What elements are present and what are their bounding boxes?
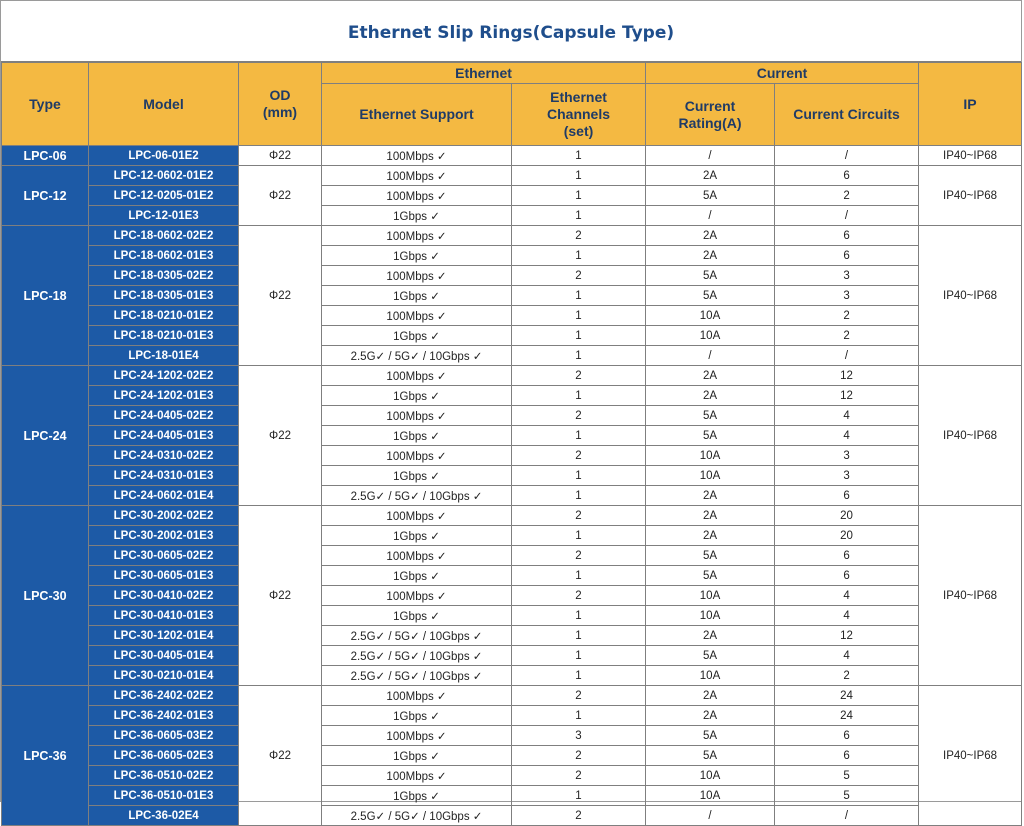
model-cell: LPC-30-0410-02E2: [89, 586, 239, 606]
ethernet-support-cell: 100Mbps ✓: [322, 506, 512, 526]
model-cell: LPC-24-0310-02E2: [89, 446, 239, 466]
model-cell: LPC-24-0602-01E4: [89, 486, 239, 506]
model-cell: LPC-12-0205-01E2: [89, 186, 239, 206]
ip-cell: IP40~IP68: [919, 366, 1022, 506]
ethernet-support-cell: 2.5G✓ / 5G✓ / 10Gbps ✓: [322, 806, 512, 826]
ethernet-support-cell: 100Mbps ✓: [322, 586, 512, 606]
ethernet-support-cell: 100Mbps ✓: [322, 686, 512, 706]
current-rating-cell: /: [646, 346, 775, 366]
ethernet-support-cell: 100Mbps ✓: [322, 366, 512, 386]
current-circuits-cell: 3: [775, 266, 919, 286]
ethernet-channels-cell: 2: [512, 806, 646, 826]
current-rating-cell: 5A: [646, 186, 775, 206]
current-rating-cell: 10A: [646, 306, 775, 326]
header-type: Type: [2, 63, 89, 146]
table-row: [2, 706, 1022, 726]
table-row: [2, 546, 1022, 566]
ethernet-channels-cell: 1: [512, 466, 646, 486]
current-circuits-cell: 20: [775, 526, 919, 546]
model-cell: LPC-30-0605-01E3: [89, 566, 239, 586]
table-row: [2, 726, 1022, 746]
table-row: [2, 206, 1022, 226]
ethernet-channels-cell: 2: [512, 686, 646, 706]
model-cell: LPC-30-0410-01E3: [89, 606, 239, 626]
current-rating-cell: 2A: [646, 246, 775, 266]
ethernet-channels-cell: 1: [512, 706, 646, 726]
ethernet-channels-cell: 2: [512, 266, 646, 286]
ethernet-channels-cell: 1: [512, 166, 646, 186]
table-row: [2, 526, 1022, 546]
current-circuits-cell: 12: [775, 366, 919, 386]
current-circuits-cell: 2: [775, 306, 919, 326]
ethernet-support-cell: 2.5G✓ / 5G✓ / 10Gbps ✓: [322, 646, 512, 666]
type-cell: LPC-06: [2, 146, 89, 166]
model-cell: LPC-30-2002-02E2: [89, 506, 239, 526]
ethernet-channels-cell: 2: [512, 226, 646, 246]
current-rating-cell: /: [646, 806, 775, 826]
ethernet-support-cell: 1Gbps ✓: [322, 386, 512, 406]
current-circuits-cell: 5: [775, 786, 919, 806]
model-cell: LPC-36-0510-01E3: [89, 786, 239, 806]
table-row: [2, 746, 1022, 766]
ethernet-channels-cell: 1: [512, 786, 646, 806]
model-cell: LPC-36-0605-03E2: [89, 726, 239, 746]
ethernet-channels-cell: 1: [512, 286, 646, 306]
current-circuits-cell: 24: [775, 706, 919, 726]
header-current-circuits: Current Circuits: [775, 84, 919, 146]
ethernet-support-cell: 100Mbps ✓: [322, 166, 512, 186]
table-row: [2, 686, 1022, 706]
current-rating-cell: 2A: [646, 706, 775, 726]
table-row: [2, 406, 1022, 426]
current-rating-cell: 10A: [646, 446, 775, 466]
table-row: [2, 386, 1022, 406]
ethernet-channels-cell: 1: [512, 346, 646, 366]
current-circuits-cell: 4: [775, 406, 919, 426]
current-rating-cell: 5A: [646, 726, 775, 746]
current-rating-cell: 2A: [646, 386, 775, 406]
table-row: [2, 626, 1022, 646]
current-rating-cell: /: [646, 206, 775, 226]
type-cell: LPC-12: [2, 166, 89, 226]
ethernet-channels-cell: 1: [512, 306, 646, 326]
table-row: [2, 446, 1022, 466]
current-circuits-cell: 2: [775, 326, 919, 346]
ethernet-channels-cell: 1: [512, 146, 646, 166]
od-cell: Φ22: [239, 226, 322, 366]
current-rating-cell: 5A: [646, 646, 775, 666]
table-row: [2, 346, 1022, 366]
current-circuits-cell: 12: [775, 386, 919, 406]
header-current-rating: Current Rating(A): [646, 84, 775, 146]
ethernet-channels-cell: 1: [512, 666, 646, 686]
ethernet-support-cell: 100Mbps ✓: [322, 446, 512, 466]
od-cell: Φ22: [239, 146, 322, 166]
current-rating-cell: 5A: [646, 266, 775, 286]
ip-cell: IP40~IP68: [919, 146, 1022, 166]
current-rating-cell: 5A: [646, 286, 775, 306]
header-ethernet-group: Ethernet: [322, 63, 646, 84]
ethernet-channels-cell: 2: [512, 586, 646, 606]
type-cell: LPC-18: [2, 226, 89, 366]
ethernet-support-cell: 1Gbps ✓: [322, 786, 512, 806]
model-cell: LPC-36-2402-01E3: [89, 706, 239, 726]
current-circuits-cell: 6: [775, 246, 919, 266]
current-rating-cell: 10A: [646, 666, 775, 686]
ethernet-channels-cell: 1: [512, 566, 646, 586]
model-cell: LPC-18-0602-02E2: [89, 226, 239, 246]
table-row: [2, 486, 1022, 506]
current-rating-cell: 5A: [646, 566, 775, 586]
header-od: OD (mm): [239, 63, 322, 146]
model-cell: LPC-30-2002-01E3: [89, 526, 239, 546]
model-cell: LPC-24-0310-01E3: [89, 466, 239, 486]
model-cell: LPC-18-0305-01E3: [89, 286, 239, 306]
table-row: [2, 766, 1022, 786]
ethernet-channels-cell: 2: [512, 506, 646, 526]
current-rating-cell: 10A: [646, 766, 775, 786]
current-circuits-cell: /: [775, 806, 919, 826]
slip-ring-table: [1, 62, 1022, 826]
current-rating-cell: 10A: [646, 586, 775, 606]
ethernet-support-cell: 100Mbps ✓: [322, 406, 512, 426]
current-circuits-cell: /: [775, 146, 919, 166]
ethernet-channels-cell: 2: [512, 446, 646, 466]
current-circuits-cell: 24: [775, 686, 919, 706]
current-circuits-cell: 6: [775, 726, 919, 746]
current-circuits-cell: 4: [775, 586, 919, 606]
ethernet-channels-cell: 1: [512, 606, 646, 626]
current-circuits-cell: 3: [775, 446, 919, 466]
current-circuits-cell: /: [775, 346, 919, 366]
ethernet-support-cell: 1Gbps ✓: [322, 246, 512, 266]
current-rating-cell: 10A: [646, 786, 775, 806]
current-circuits-cell: 2: [775, 666, 919, 686]
table-row: [2, 186, 1022, 206]
header-model: Model: [89, 63, 239, 146]
table-row: [2, 246, 1022, 266]
ethernet-support-cell: 1Gbps ✓: [322, 206, 512, 226]
ip-cell: IP40~IP68: [919, 686, 1022, 826]
table-row: [2, 646, 1022, 666]
header-ethernet-support: Ethernet Support: [322, 84, 512, 146]
model-cell: LPC-06-01E2: [89, 146, 239, 166]
ethernet-channels-cell: 1: [512, 646, 646, 666]
ethernet-channels-cell: 1: [512, 326, 646, 346]
current-circuits-cell: 4: [775, 646, 919, 666]
ethernet-channels-cell: 1: [512, 626, 646, 646]
current-rating-cell: 5A: [646, 406, 775, 426]
ethernet-support-cell: 100Mbps ✓: [322, 306, 512, 326]
table-row: [2, 286, 1022, 306]
current-circuits-cell: 6: [775, 746, 919, 766]
ethernet-support-cell: 2.5G✓ / 5G✓ / 10Gbps ✓: [322, 666, 512, 686]
ethernet-support-cell: 1Gbps ✓: [322, 526, 512, 546]
model-cell: LPC-18-0210-01E2: [89, 306, 239, 326]
table-row: [2, 806, 1022, 826]
model-cell: LPC-24-0405-02E2: [89, 406, 239, 426]
ethernet-channels-cell: 2: [512, 746, 646, 766]
ethernet-channels-cell: 1: [512, 526, 646, 546]
model-cell: LPC-24-1202-01E3: [89, 386, 239, 406]
model-cell: LPC-24-1202-02E2: [89, 366, 239, 386]
current-rating-cell: 2A: [646, 486, 775, 506]
current-circuits-cell: 3: [775, 466, 919, 486]
ethernet-channels-cell: 2: [512, 546, 646, 566]
model-cell: LPC-24-0405-01E3: [89, 426, 239, 446]
current-rating-cell: 10A: [646, 606, 775, 626]
current-rating-cell: 2A: [646, 506, 775, 526]
ethernet-support-cell: 2.5G✓ / 5G✓ / 10Gbps ✓: [322, 626, 512, 646]
table-row: [2, 666, 1022, 686]
table-row: [2, 146, 1022, 166]
ethernet-channels-cell: 1: [512, 426, 646, 446]
type-cell: LPC-30: [2, 506, 89, 686]
od-cell: Φ22: [239, 686, 322, 826]
current-rating-cell: 10A: [646, 326, 775, 346]
current-rating-cell: 2A: [646, 166, 775, 186]
model-cell: LPC-18-0602-01E3: [89, 246, 239, 266]
current-circuits-cell: 4: [775, 606, 919, 626]
header-ip: IP: [919, 63, 1022, 146]
ethernet-support-cell: 1Gbps ✓: [322, 286, 512, 306]
model-cell: LPC-30-1202-01E4: [89, 626, 239, 646]
header-ethernet-channels: Ethernet Channels (set): [512, 84, 646, 146]
table-row: [2, 366, 1022, 386]
ethernet-channels-cell: 1: [512, 386, 646, 406]
ethernet-support-cell: 100Mbps ✓: [322, 726, 512, 746]
current-rating-cell: 2A: [646, 626, 775, 646]
model-cell: LPC-30-0210-01E4: [89, 666, 239, 686]
ethernet-support-cell: 100Mbps ✓: [322, 266, 512, 286]
current-rating-cell: 2A: [646, 366, 775, 386]
current-circuits-cell: 5: [775, 766, 919, 786]
model-cell: LPC-36-02E4: [89, 806, 239, 826]
type-cell: LPC-36: [2, 686, 89, 826]
current-circuits-cell: 20: [775, 506, 919, 526]
current-rating-cell: /: [646, 146, 775, 166]
current-circuits-cell: 6: [775, 226, 919, 246]
table-title: Ethernet Slip Rings(Capsule Type): [1, 1, 1021, 62]
table-row: [2, 506, 1022, 526]
ethernet-support-cell: 100Mbps ✓: [322, 766, 512, 786]
current-rating-cell: 2A: [646, 686, 775, 706]
ip-cell: IP40~IP68: [919, 166, 1022, 226]
model-cell: LPC-36-2402-02E2: [89, 686, 239, 706]
ethernet-support-cell: 2.5G✓ / 5G✓ / 10Gbps ✓: [322, 486, 512, 506]
ethernet-support-cell: 100Mbps ✓: [322, 546, 512, 566]
ethernet-support-cell: 2.5G✓ / 5G✓ / 10Gbps ✓: [322, 346, 512, 366]
od-cell: Φ22: [239, 166, 322, 226]
ethernet-channels-cell: 1: [512, 186, 646, 206]
ethernet-channels-cell: 2: [512, 366, 646, 386]
current-rating-cell: 5A: [646, 426, 775, 446]
header-current-group: Current: [646, 63, 919, 84]
table-row: [2, 306, 1022, 326]
ethernet-channels-cell: 1: [512, 206, 646, 226]
table-row: [2, 586, 1022, 606]
current-rating-cell: 5A: [646, 746, 775, 766]
model-cell: LPC-12-0602-01E2: [89, 166, 239, 186]
od-cell: Φ22: [239, 366, 322, 506]
table-body: [2, 146, 1022, 826]
model-cell: LPC-12-01E3: [89, 206, 239, 226]
ip-cell: IP40~IP68: [919, 226, 1022, 366]
model-cell: LPC-36-0605-02E3: [89, 746, 239, 766]
model-cell: LPC-30-0405-01E4: [89, 646, 239, 666]
ethernet-channels-cell: 2: [512, 766, 646, 786]
ethernet-support-cell: 1Gbps ✓: [322, 326, 512, 346]
model-cell: LPC-18-0305-02E2: [89, 266, 239, 286]
table-row: [2, 786, 1022, 806]
ethernet-support-cell: 1Gbps ✓: [322, 706, 512, 726]
table-row: [2, 566, 1022, 586]
ethernet-support-cell: 100Mbps ✓: [322, 186, 512, 206]
current-rating-cell: 5A: [646, 546, 775, 566]
current-rating-cell: 2A: [646, 526, 775, 546]
ethernet-channels-cell: 1: [512, 486, 646, 506]
ethernet-support-cell: 1Gbps ✓: [322, 466, 512, 486]
ethernet-channels-cell: 3: [512, 726, 646, 746]
table-row: [2, 226, 1022, 246]
ethernet-support-cell: 100Mbps ✓: [322, 146, 512, 166]
table-row: [2, 326, 1022, 346]
current-circuits-cell: 6: [775, 166, 919, 186]
ethernet-channels-cell: 1: [512, 246, 646, 266]
current-rating-cell: 2A: [646, 226, 775, 246]
model-cell: LPC-18-01E4: [89, 346, 239, 366]
ethernet-channels-cell: 2: [512, 406, 646, 426]
current-circuits-cell: 6: [775, 546, 919, 566]
table-row: [2, 426, 1022, 446]
model-cell: LPC-36-0510-02E2: [89, 766, 239, 786]
table-header: [2, 63, 1022, 146]
table-row: [2, 466, 1022, 486]
table-row: [2, 166, 1022, 186]
current-circuits-cell: 2: [775, 186, 919, 206]
table-row: [2, 266, 1022, 286]
model-cell: LPC-30-0605-02E2: [89, 546, 239, 566]
ethernet-support-cell: 100Mbps ✓: [322, 226, 512, 246]
current-circuits-cell: 6: [775, 486, 919, 506]
ethernet-support-cell: 1Gbps ✓: [322, 606, 512, 626]
model-cell: LPC-18-0210-01E3: [89, 326, 239, 346]
current-circuits-cell: 12: [775, 626, 919, 646]
od-cell: Φ22: [239, 506, 322, 686]
current-circuits-cell: 4: [775, 426, 919, 446]
ethernet-support-cell: 1Gbps ✓: [322, 566, 512, 586]
table-row: [2, 606, 1022, 626]
ethernet-support-cell: 1Gbps ✓: [322, 746, 512, 766]
ip-cell: IP40~IP68: [919, 506, 1022, 686]
current-circuits-cell: /: [775, 206, 919, 226]
current-circuits-cell: 6: [775, 566, 919, 586]
type-cell: LPC-24: [2, 366, 89, 506]
ethernet-support-cell: 1Gbps ✓: [322, 426, 512, 446]
current-rating-cell: 10A: [646, 466, 775, 486]
current-circuits-cell: 3: [775, 286, 919, 306]
